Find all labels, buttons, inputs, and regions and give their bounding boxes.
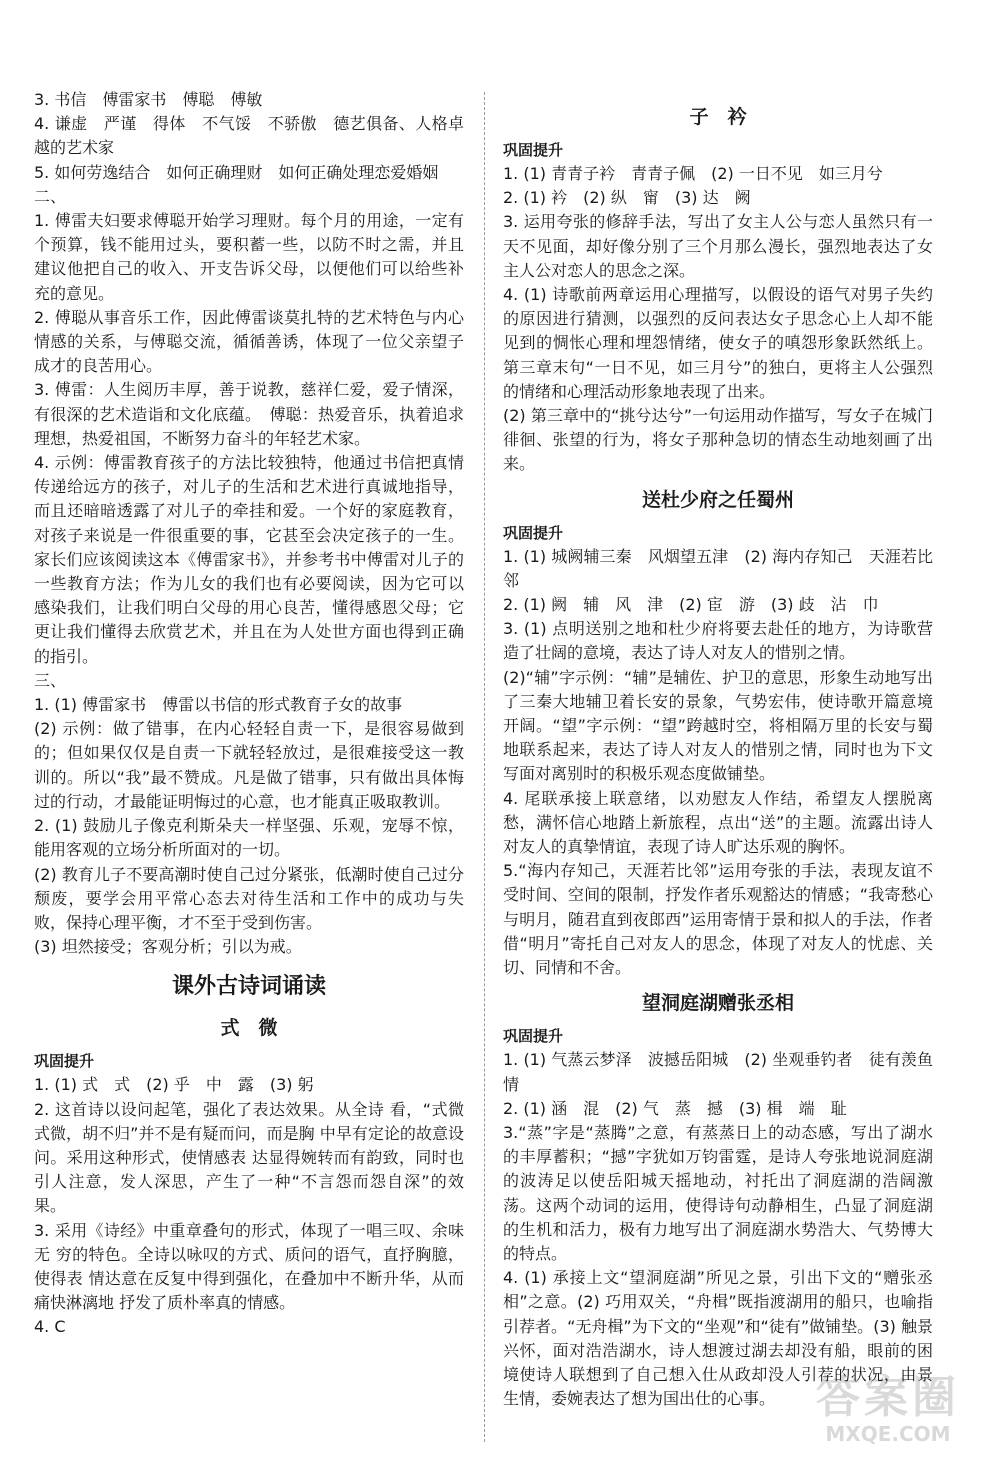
answer-paragraph: 1. (1) 式 式 (2) 乎 中 露 (3) 躬: [34, 1075, 314, 1095]
section-marker: 二、: [34, 186, 67, 206]
answer-paragraph: 2. (1) 涵 混 (2) 气 蒸 撼 (3) 楫 端 耻: [503, 1098, 847, 1118]
answer-paragraph: 3. 书信 傅雷家书 傅聪 傅敏: [34, 90, 263, 109]
subsection-heading: 巩固提升: [503, 141, 564, 159]
answer-paragraph: 2. (1) 阙 辅 风 津 (2) 宦 游 (3) 歧 沾 巾: [503, 595, 879, 615]
subsection-heading: 巩固提升: [34, 1052, 95, 1071]
answer-paragraph: 2. (1) 鼓励儿子像克利斯朵夫一样坚强、乐观，宠辱不惊，能用客观的立场分析所面对的一切。: [34, 816, 464, 860]
answer-paragraph: 3. 采用《诗经》中重章叠句的形式，体现了一唱三叹、余味无 穷的特色。全诗以咏叹的方式、质问的语气，直抒胸臆，使得表 情达意在反复中得到强化，在叠加中不断升华，从而痛快淋漓地 抒发了质朴率真的情感。: [34, 1220, 464, 1313]
answer-paragraph: 3. 运用夸张的修辞手法，写出了女主人公与恋人虽然只有一天不见面，却好像分别了三个月那么漫长，强烈地表达了女主人公对恋人的思念之深。: [503, 212, 933, 280]
subsection-heading: 巩固提升: [503, 523, 564, 542]
right-column: [503, 88, 933, 1411]
section-title: 送杜少府之任蜀州: [641, 488, 794, 511]
answer-paragraph: (2)“辅”字示例：“辅”是辅佐、护卫的意思，形象生动地写出了三秦大地辅卫着长安的景象，气势宏伟，使诗歌开篇意境开阔。“望”字示例：“望”跨越时空，将相隔万里的长安与蜀地联系起来，表达了诗人对友人的惜别之情，同时也为下文写面对离别时的积极乐观态度做铺垫。: [503, 667, 933, 784]
section-title: 望洞庭湖赠张丞相: [641, 992, 794, 1015]
answer-paragraph: 3. 傅雷：人生阅历丰厚，善于说教，慈祥仁爱，爱子情深，有很深的艺术造诣和文化底蕴。 傅聪：热爱音乐，执着追求理想，热爱祖国，不断努力奋斗的年轻艺术家。: [34, 380, 464, 448]
answer-paragraph: 3.“蒸”字是“蒸腾”之意，有蒸蒸日上的动态感，写出了湖水的丰厚蓄积；“撼”字犹如万钧雷霆，是诗人夸张地说洞庭湖的波涛足以使岳阳城天摇地动，衬托出了洞庭湖的浩阔激荡。这两个动词的运用，使得诗句动静相生，凸显了洞庭湖的生机和活力，极有力地写出了洞庭湖水势浩大、气势博大的特点。: [503, 1122, 933, 1263]
watermark-text: 答案圈: [816, 1372, 960, 1423]
section-marker: 三、: [34, 670, 67, 690]
answer-paragraph: 4. 示例：傅雷教育孩子的方法比较独特，他通过书信把真情传递给远方的孩子，对儿子的生活和艺术进行真诚地指导，而且还暗暗透露了对儿子的牵挂和爱。一个好的家庭教育，对孩子来说是一件很重要的事，它甚至会决定孩子的一生。家长们应该阅读这本《傅雷家书》，并参考书中傅雷对儿子的一些教育方法；作为儿女的我们也有必要阅读，因为它可以感染我们，让我们明白父母的用心良苦，懂得感恩父母；它更让我们懂得去欣赏艺术，并且在为人处世方面也得到正确的指引。: [34, 453, 464, 666]
answer-paragraph: 4. C: [34, 1317, 66, 1337]
answer-paragraph: 4. 谦虚 严谨 得体 不气馁 不骄傲 德艺俱备、人格卓越的艺术家: [34, 114, 464, 158]
answer-paragraph: 1. (1) 傅雷家书 傅雷以书信的形式教育子女的故事: [34, 695, 403, 715]
subsection-heading: 巩固提升: [503, 1027, 564, 1046]
watermark-logo: [788, 1374, 988, 1450]
answer-paragraph: 2. 傅聪从事音乐工作，因此傅雷谈莫扎特的艺术特色与内心情感的关系，与傅聪交流，循循善诱，体现了一位父亲望子成才的良苦用心。: [34, 307, 464, 376]
answer-paragraph: 4. (1) 诗歌前两章运用心理描写，以假设的语气对男子失约的原因进行猜测，以强烈的反问表达女子思念心上人却不能见到的惆怅心理和埋怨情绪，使女子的嗔怨形象跃然纸上。第三章末句“一日不见，如三月兮”的独白，更将主人公强烈的情绪和心理活动形象地表现了出来。: [503, 285, 933, 401]
answer-paragraph: 2. (1) 衿 (2) 纵 甯 (3) 达 阙: [503, 188, 751, 208]
section-title: 式 微: [220, 1017, 278, 1040]
answer-paragraph: (2) 示例：做了错事，在内心轻轻自责一下，是很容易做到的；但如果仅仅是自责一下就轻轻放过，是很难接受这一教训的。所以“我”最不赞成。凡是做了错事，只有做出具体悔过的行动，才最能证明悔过的心意，也才能真正吸取教训。: [34, 719, 464, 811]
answer-paragraph: (3) 坦然接受；客观分析；引以为戒。: [34, 937, 302, 957]
watermark-url: MXQE.COM: [825, 1422, 951, 1446]
answer-paragraph: 5.“海内存知己，天涯若比邻”运用夸张的手法，表现友谊不受时间、空间的限制，抒发作者乐观豁达的情感；“我寄愁心与明月，随君直到夜郎西”运用寄情于景和拟人的手法，作者借“明月”寄托自己对友人的思念，体现了对友人的忧虑、关切、同情和不舍。: [503, 861, 933, 978]
column-divider: [484, 92, 485, 1442]
answer-paragraph: 1. (1) 城阙辅三秦 风烟望五津 (2) 海内存知己 天涯若比邻: [503, 546, 933, 590]
answer-paragraph: 3. (1) 点明送别之地和杜少府将要去赴任的地方，为诗歌营造了壮阔的意境，表达了诗人对友人的惜别之情。: [503, 619, 933, 663]
left-column: [34, 88, 464, 1340]
section-title: 子 衿: [689, 106, 747, 128]
answer-paragraph: (2) 教育儿子不要高潮时使自己过分紧张，低潮时使自己过分颓废，要学会用平常心态去对待生活和工作中的成功与失败，保持心理平衡，才不至于受到伤害。: [34, 864, 464, 932]
answer-paragraph: 5. 如何劳逸结合 如何正确理财 如何正确处理恋爱婚姻: [34, 162, 439, 182]
answer-paragraph: 4. 尾联承接上联意绪，以劝慰友人作结，希望友人摆脱离愁，满怀信心地踏上新旅程，点出“送”的主题。流露出诗人对友人的真挚情谊，表现了诗人旷达乐观的胸怀。: [503, 788, 933, 857]
answer-paragraph: 4. (1) 承接上文“望洞庭湖”所见之景，引出下文的“赠张丞相”之意。(2) 巧用双关，“舟楫”既指渡湖用的船只，也喻指引荐者。“无舟楫”为下文的“坐观”和“徒有”做铺垫。(3) 触景兴怀，面对浩浩湖水，诗人想渡过湖去却没有船，眼前的困境使诗人联想到了自己想入仕从政却没人引荐的状况，由景生情，委婉表达了想为国出仕的心事。: [503, 1268, 933, 1409]
answer-paragraph: 1. (1) 青青子衿 青青子佩 (2) 一日不见 如三月兮: [503, 164, 883, 183]
answer-paragraph: 1. (1) 气蒸云梦泽 波撼岳阳城 (2) 坐观垂钓者 徒有羡鱼情: [503, 1050, 933, 1094]
answer-paragraph: 2. 这首诗以设问起笔，强化了表达效果。从全诗 看，“式微式微，胡不归”并不是有疑而问，而是胸 中早有定论的故意设问。采用这种形式，使情感表 达显得婉转而有韵致，同时也引人注意，发人深思，产生了一种“不言怨而怨自深”的效果。: [34, 1099, 464, 1216]
chapter-title: 课外古诗词诵读: [171, 973, 326, 1000]
answer-paragraph: 1. 傅雷夫妇要求傅聪开始学习理财。每个月的用途，一定有个预算，钱不能用过头，要积蓄一些，以防不时之需，并且建议他把自己的收入、开支告诉父母，以便他们可以给些补充的意见。: [34, 211, 464, 303]
answer-paragraph: (2) 第三章中的“挑兮达兮”一句运用动作描写，写女子在城门徘徊、张望的行为，将女子那种急切的情态生动地刻画了出来。: [503, 406, 933, 474]
